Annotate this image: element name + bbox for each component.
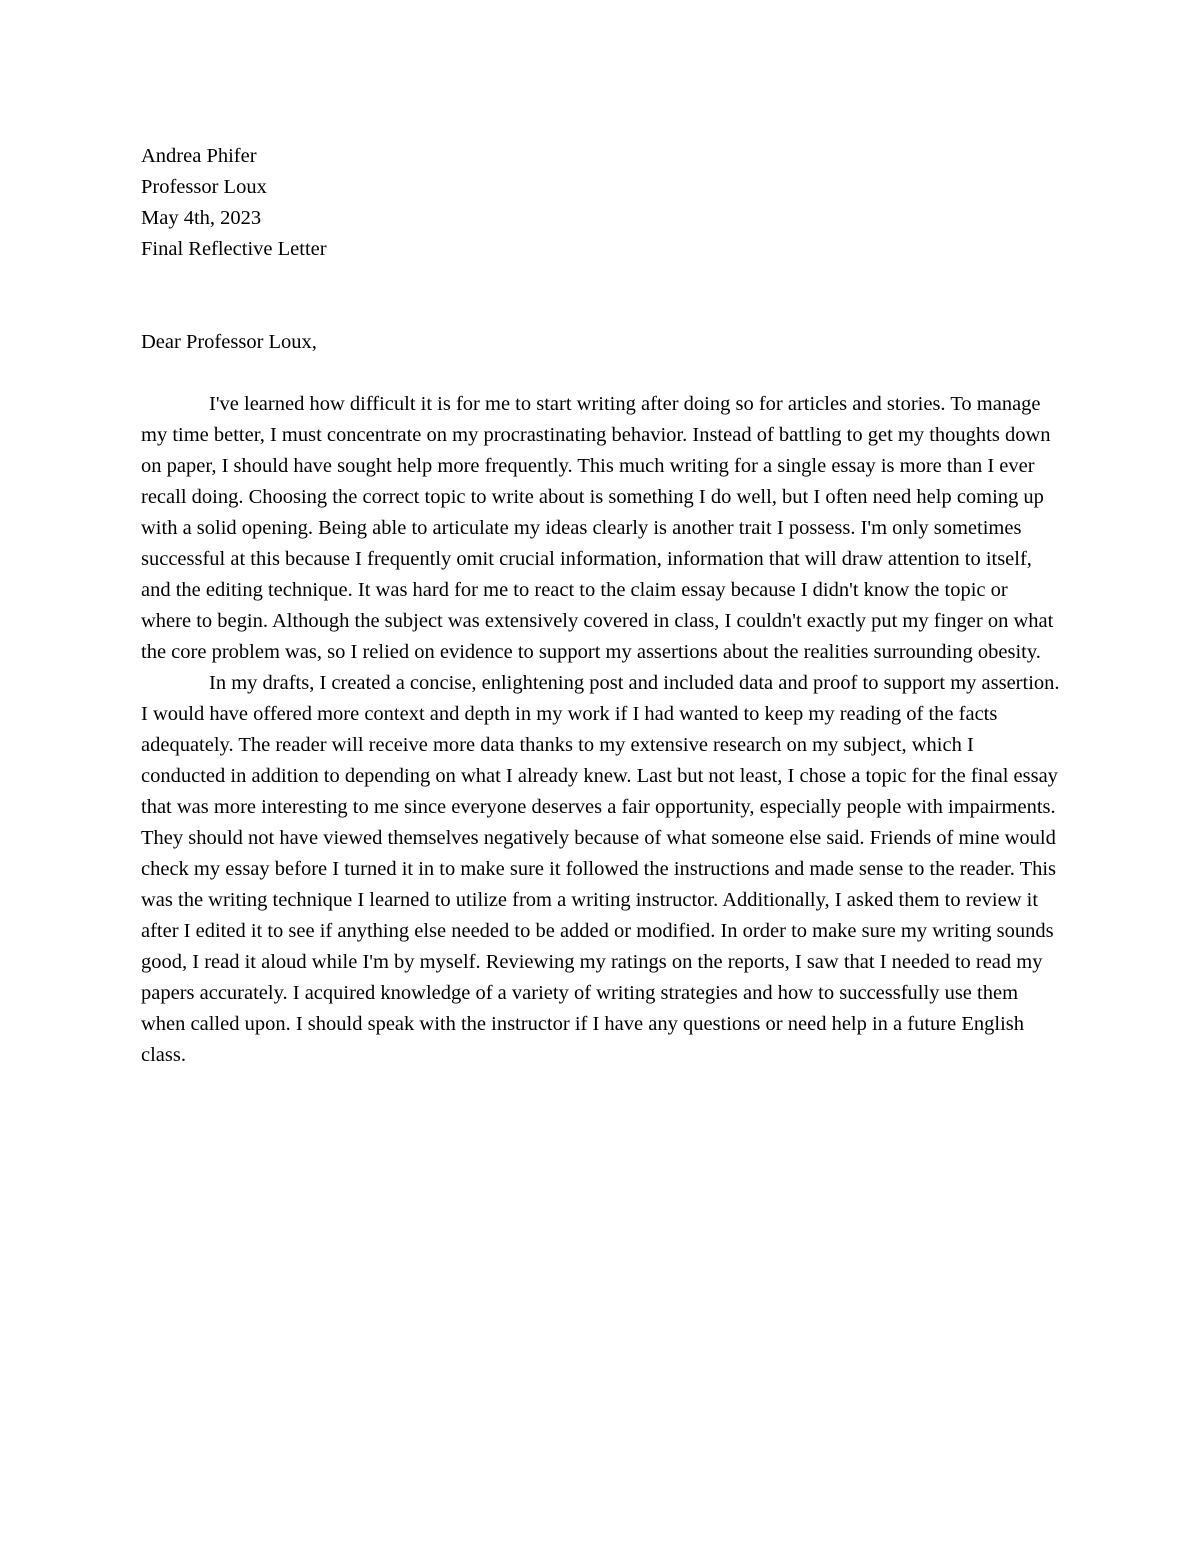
letter-body	[141, 389, 1061, 1071]
author-name: Andrea Phifer	[141, 145, 257, 167]
letter-content	[141, 141, 1061, 1071]
professor-name: Professor Loux	[141, 176, 267, 198]
letter-header	[141, 141, 1061, 265]
letter-date: May 4th, 2023	[141, 207, 262, 229]
body-paragraph-1: I've learned how difficult it is for me to start writing after doing so for articles and stories. To manage my time better, I must concentrate on my procrastinating behavior. Instead of battling to get my thoughts down on paper, I should have sought help more frequently. This much writing for a single essay is more than I ever recall doing. Choosing the correct topic to write about is something I do well, but I often need help coming up with a solid opening. Being able to articulate my ideas clearly is another trait I possess. I'm only sometimes successful at this because I frequently omit crucial information, information that will draw attention to itself, and the editing technique. It was hard for me to react to the claim essay because I didn't know the topic or where to begin. Although the subject was extensively covered in class, I couldn't exactly put my finger on what the core problem was, so I relied on evidence to support my assertions about the realities surrounding obesity.	[141, 393, 1054, 663]
salutation: Dear Professor Loux,	[141, 331, 317, 353]
letter-title: Final Reflective Letter	[141, 238, 327, 260]
body-paragraph-2: In my drafts, I created a concise, enlightening post and included data and proof to support my assertion. I would have offered more context and depth in my work if I had wanted to keep my reading of the facts adequately. The reader will receive more data thanks to my extensive research on my subject, which I conducted in addition to depending on what I already knew. Last but not least, I chose a topic for the final essay that was more interesting to me since everyone deserves a fair opportunity, especially people with impairments. They should not have viewed themselves negatively because of what someone else said. Friends of mine would check my essay before I turned it in to make sure it followed the instructions and made sense to the reader. This was the writing technique I learned to utilize from a writing instructor. Additionally, I asked them to review it after I edited it to see if anything else needed to be added or modified. In order to make sure my writing sounds good, I read it aloud while I'm by myself. Reviewing my ratings on the reports, I saw that I needed to read my papers accurately. I acquired knowledge of a variety of writing strategies and how to successfully use them when called upon. I should speak with the instructor if I have any questions or need help in a future English class.	[141, 672, 1060, 1066]
